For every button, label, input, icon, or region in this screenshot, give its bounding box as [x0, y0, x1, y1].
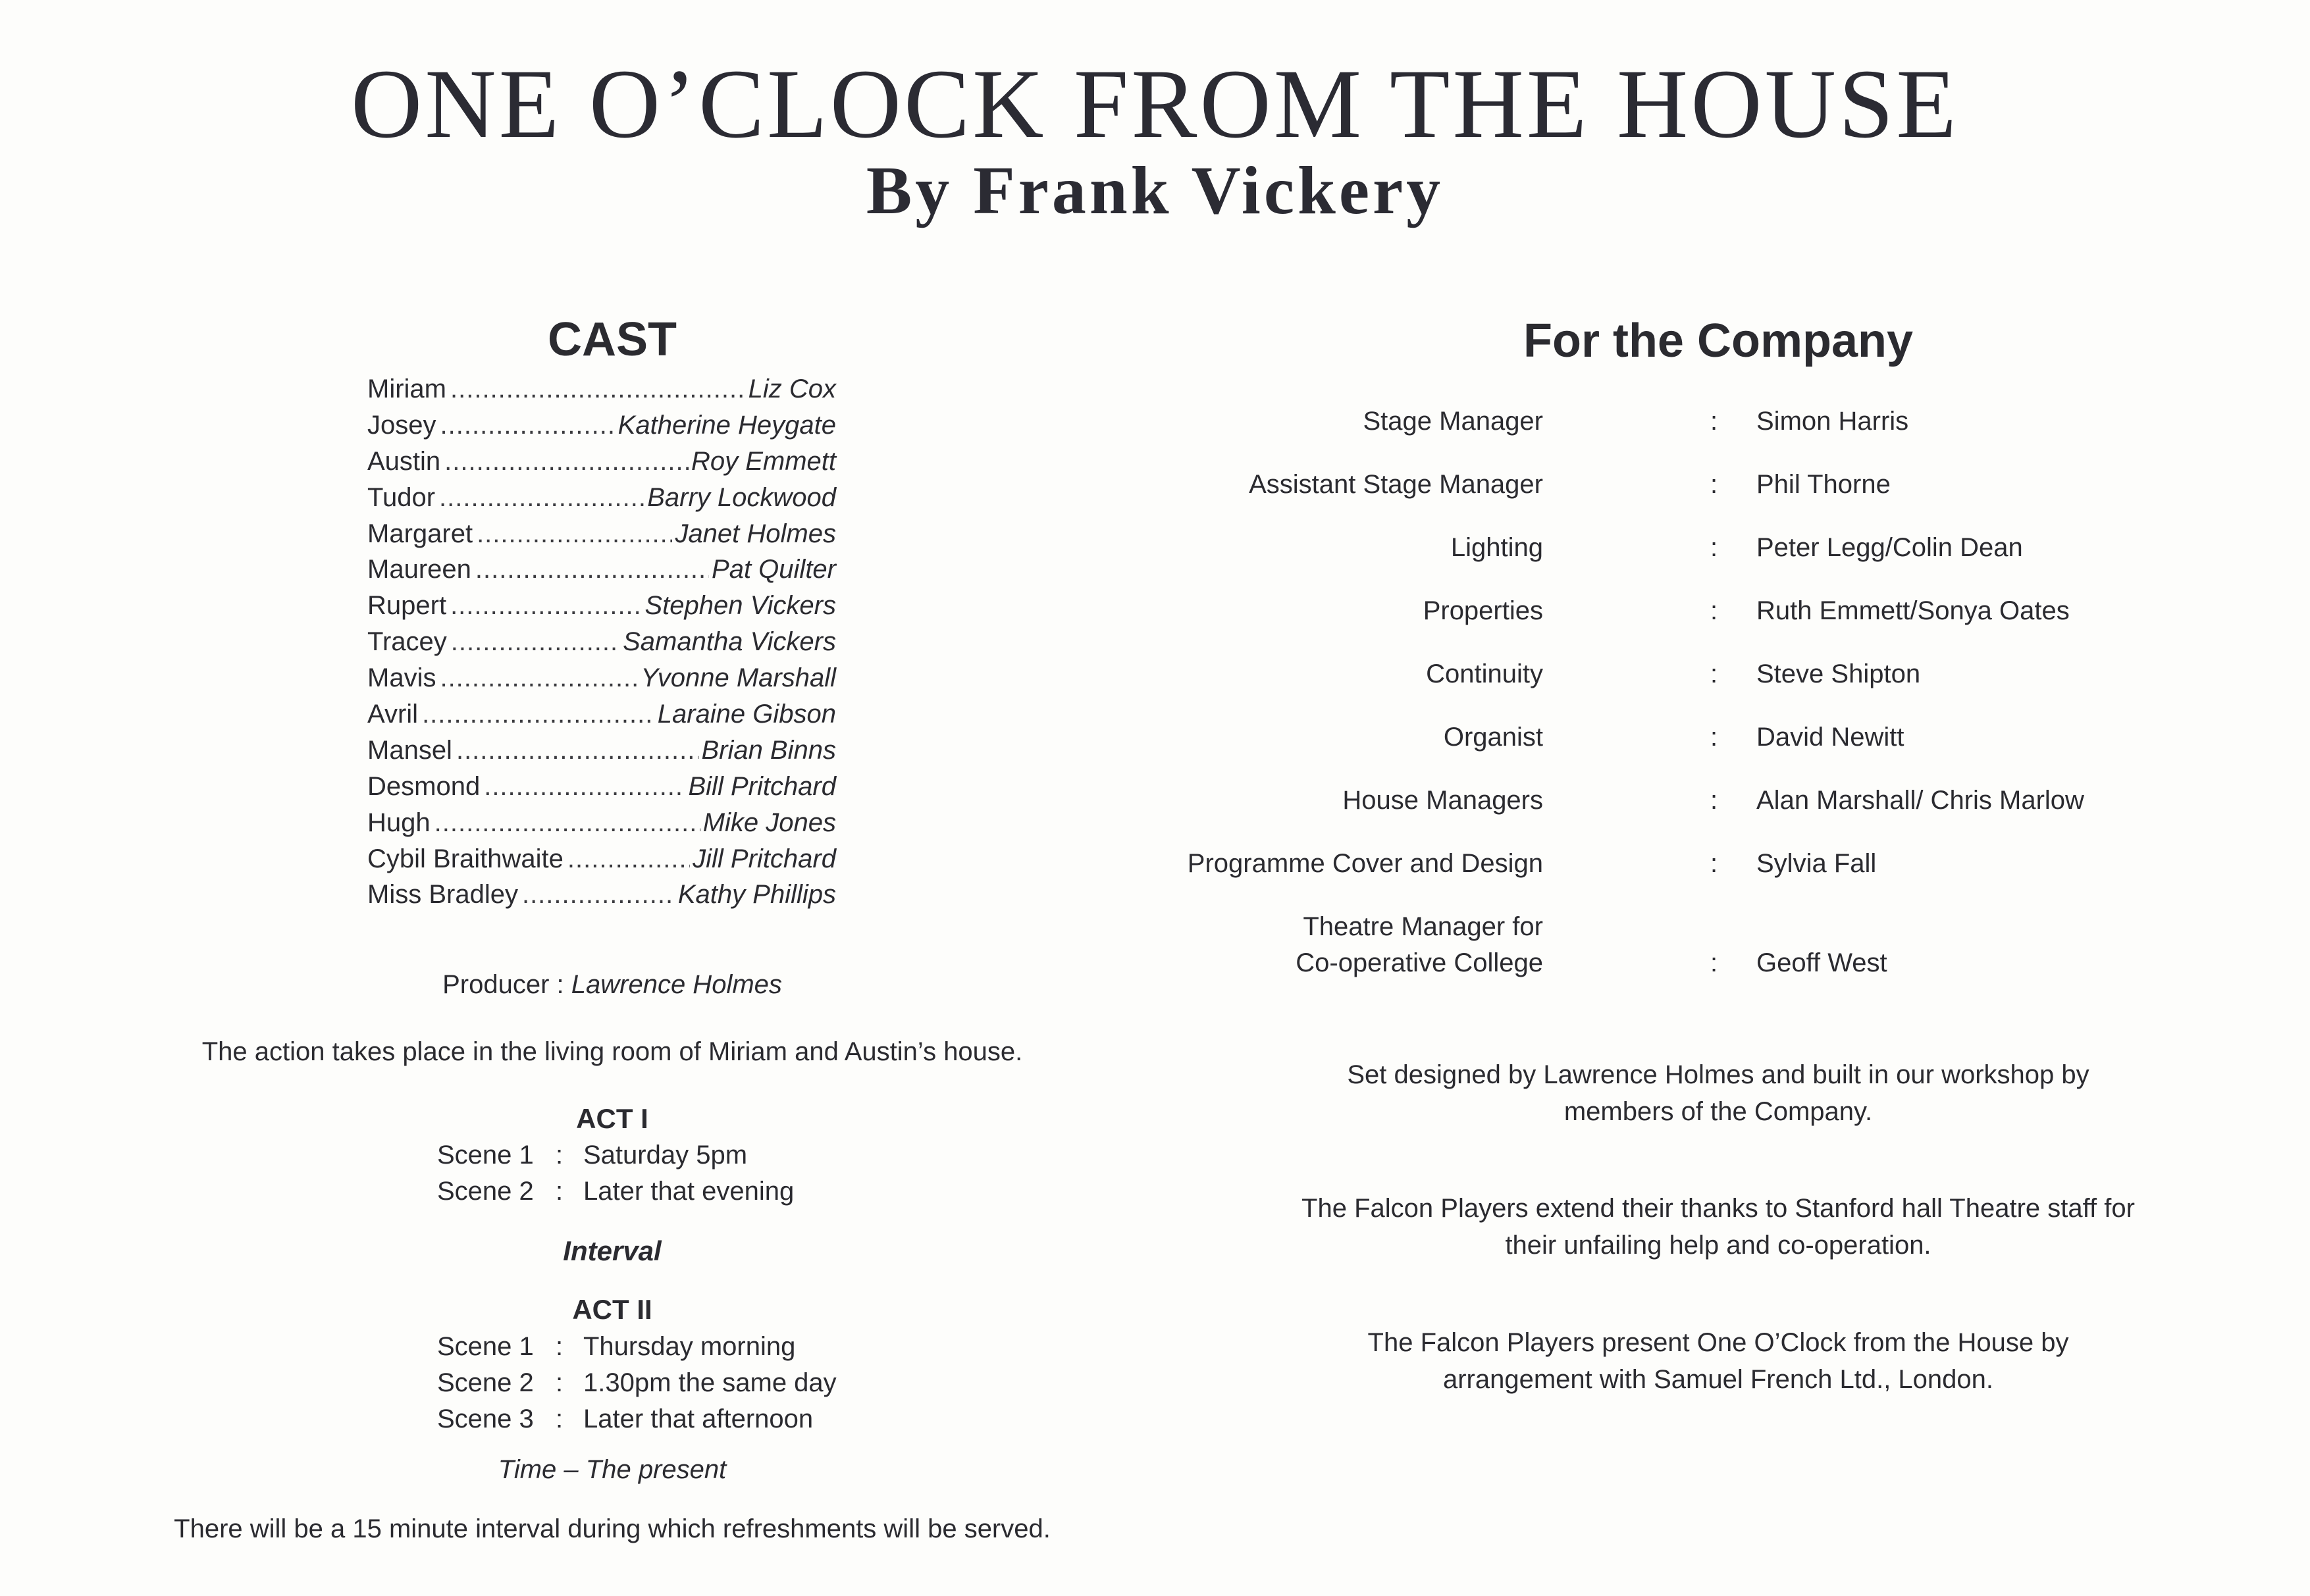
company-colon: : — [1710, 470, 1718, 499]
scene-number: Scene 1 — [437, 1332, 534, 1361]
refreshments-note: There will be a 15 minute interval during which refreshments will be served. — [174, 1514, 1051, 1543]
company-colon: : — [1710, 533, 1718, 562]
cast-row — [367, 733, 836, 769]
scene-time: Later that evening — [583, 1177, 795, 1206]
cast-actor: Liz Cox — [748, 374, 836, 403]
producer-label: Producer : — [442, 970, 571, 999]
cast-actor: Stephen Vickers — [644, 591, 836, 621]
cast-actor: Janet Holmes — [675, 519, 836, 548]
cast-row — [367, 805, 836, 841]
scene-number: Scene 1 — [437, 1141, 534, 1170]
cast-actor: Jill Pritchard — [693, 844, 836, 873]
play-title: ONE O’CLOCK FROM THE HOUSE — [351, 49, 1959, 159]
note-line: The Falcon Players present One O’Clock from the House by — [1367, 1328, 2069, 1357]
cast-row — [367, 516, 836, 552]
leader-dots — [522, 877, 675, 912]
company-name: Alan Marshall/ Chris Marlow — [1756, 786, 2084, 815]
scene-colon: : — [556, 1332, 564, 1361]
company-role: Stage Manager — [1363, 407, 1543, 436]
scene-row — [437, 1328, 795, 1365]
scene-row — [437, 1137, 747, 1173]
cast-row — [367, 407, 836, 444]
company-colon: : — [1710, 849, 1718, 878]
cast-row — [367, 769, 836, 805]
company-colon: : — [1710, 407, 1718, 436]
company-role: Properties — [1423, 596, 1543, 625]
company-role: House Managers — [1342, 786, 1543, 815]
note-line: members of the Company. — [1563, 1097, 1873, 1126]
cast-role: Mansel — [367, 735, 452, 765]
company-role: Programme Cover and Design — [1187, 849, 1543, 878]
cast-row — [367, 624, 836, 660]
company-name: David Newitt — [1756, 723, 1904, 752]
cast-role: Margaret — [367, 519, 473, 548]
leader-dots — [440, 660, 638, 696]
leader-dots — [450, 588, 642, 623]
scene-row — [437, 1401, 813, 1437]
company-name: Ruth Emmett/Sonya Oates — [1756, 596, 2070, 625]
cast-actor: Kathy Phillips — [677, 880, 836, 910]
leader-dots — [451, 624, 620, 659]
leader-dots — [434, 805, 700, 840]
scene-time: Thursday morning — [583, 1332, 796, 1361]
cast-role: Austin — [367, 446, 441, 476]
cast-role: Hugh — [367, 808, 431, 837]
cast-row — [367, 841, 836, 877]
leader-dots — [477, 516, 672, 552]
cast-actor: Samantha Vickers — [623, 627, 836, 657]
note-line: Set designed by Lawrence Holmes and built in our workshop by — [1347, 1060, 2089, 1089]
act-1-heading: ACT I — [576, 1103, 648, 1134]
company-name: Steve Shipton — [1756, 659, 1921, 688]
leader-dots — [450, 371, 746, 407]
cast-row — [367, 371, 836, 407]
scene-number: Scene 2 — [437, 1368, 534, 1397]
company-name: Peter Legg/Colin Dean — [1756, 533, 2023, 562]
cast-row — [367, 660, 836, 696]
leader-dots — [484, 769, 685, 804]
cast-row — [367, 588, 836, 624]
cast-role: Mavis — [367, 663, 436, 693]
cast-role: Maureen — [367, 555, 471, 584]
scene-colon: : — [556, 1141, 564, 1170]
company-role-continued: Co-operative College — [1296, 948, 1543, 977]
company-role: Continuity — [1426, 659, 1543, 688]
company-role: Theatre Manager for — [1303, 912, 1543, 941]
cast-heading: CAST — [548, 313, 677, 366]
company-role: Assistant Stage Manager — [1249, 470, 1543, 499]
leader-dots — [444, 444, 689, 479]
scene-row — [437, 1173, 794, 1210]
interval-label: Interval — [563, 1235, 662, 1266]
cast-actor: Bill Pritchard — [688, 771, 836, 801]
cast-actor: Barry Lockwood — [647, 482, 836, 512]
cast-actor: Yvonne Marshall — [641, 663, 836, 693]
scene-colon: : — [556, 1404, 564, 1433]
scene-number: Scene 3 — [437, 1404, 534, 1433]
note-line: arrangement with Samuel French Ltd., London. — [1442, 1365, 1994, 1394]
company-heading: For the Company — [1523, 315, 1914, 367]
cast-actor: Brian Binns — [701, 735, 836, 765]
cast-role: Avril — [367, 700, 419, 729]
cast-row — [367, 552, 836, 588]
scene-time: 1.30pm the same day — [583, 1368, 837, 1397]
producer-name: Lawrence Holmes — [571, 970, 782, 999]
scene-time: Saturday 5pm — [583, 1141, 748, 1170]
cast-role: Miss Bradley — [367, 880, 518, 910]
act-2-heading: ACT II — [572, 1294, 652, 1325]
company-colon: : — [1710, 948, 1718, 977]
cast-role: Tracey — [367, 627, 447, 657]
note-line: The Falcon Players extend their thanks to Stanford hall Theatre staff for — [1301, 1194, 2135, 1223]
cast-role: Josey — [367, 410, 436, 440]
company-role: Organist — [1443, 723, 1543, 752]
leader-dots — [567, 841, 690, 877]
scene-time: Later that afternoon — [583, 1404, 814, 1433]
note-arrangement — [1231, 1324, 2205, 1398]
cast-row — [367, 444, 836, 480]
company-name: Geoff West — [1756, 948, 1887, 977]
company-colon: : — [1710, 659, 1718, 688]
note-set-design — [1231, 1056, 2205, 1130]
leader-dots — [475, 552, 709, 587]
company-colon: : — [1710, 786, 1718, 815]
cast-role: Miriam — [367, 374, 446, 403]
company-colon: : — [1710, 723, 1718, 752]
cast-row — [367, 877, 836, 913]
cast-actor: Katherine Heygate — [617, 410, 836, 440]
scene-colon: : — [556, 1368, 564, 1397]
scene-number: Scene 2 — [437, 1177, 534, 1206]
cast-actor: Roy Emmett — [691, 446, 836, 476]
company-colon: : — [1710, 596, 1718, 625]
cast-row — [367, 696, 836, 733]
company-name: Phil Thorne — [1756, 470, 1891, 499]
company-role: Lighting — [1450, 533, 1543, 562]
company-name: Sylvia Fall — [1756, 849, 1877, 878]
author-byline: By Frank Vickery — [866, 153, 1444, 228]
leader-dots — [456, 733, 698, 768]
note-thanks — [1231, 1190, 2205, 1264]
note-line: their unfailing help and co-operation. — [1505, 1231, 1931, 1260]
cast-role: Tudor — [367, 482, 436, 512]
cast-role: Cybil Braithwaite — [367, 844, 564, 873]
company-name: Simon Harris — [1756, 407, 1909, 436]
cast-actor: Pat Quilter — [712, 555, 836, 584]
setting-text: The action takes place in the living room of Miriam and Austin’s house. — [201, 1037, 1023, 1066]
cast-row — [367, 480, 836, 516]
leader-dots — [440, 407, 616, 443]
cast-list — [367, 371, 836, 913]
scene-row — [437, 1364, 837, 1401]
cast-role: Desmond — [367, 771, 481, 801]
scene-colon: : — [556, 1177, 564, 1206]
leader-dots — [422, 696, 655, 732]
cast-actor: Mike Jones — [702, 808, 836, 837]
leader-dots — [439, 480, 644, 515]
cast-actor: Laraine Gibson — [657, 700, 836, 729]
cast-role: Rupert — [367, 591, 447, 621]
time-note: Time – The present — [498, 1455, 727, 1484]
